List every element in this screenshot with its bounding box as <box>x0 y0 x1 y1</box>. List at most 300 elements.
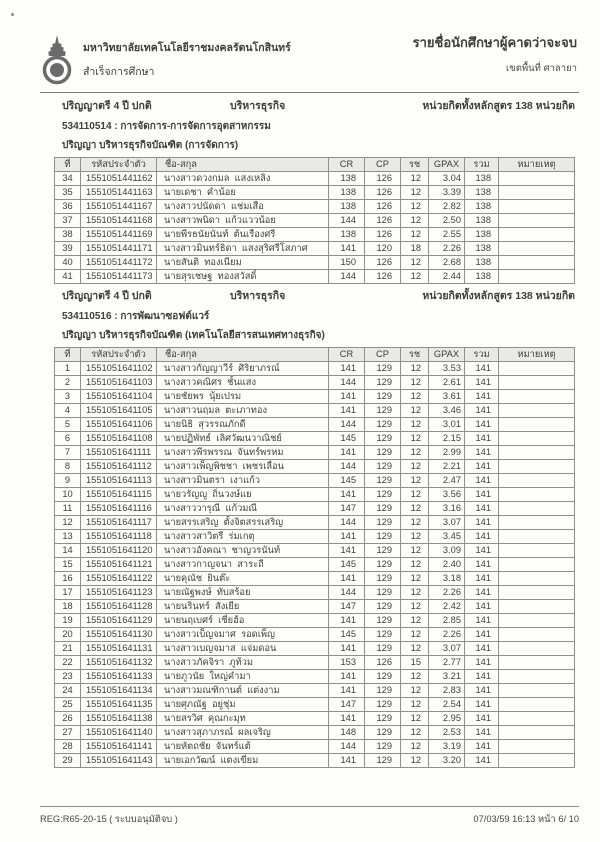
cell: 141 <box>465 642 499 656</box>
cell: 141 <box>465 684 499 698</box>
cell: 147 <box>329 502 365 516</box>
cell: 138 <box>465 256 499 270</box>
cell <box>499 488 575 502</box>
cell: 138 <box>465 242 499 256</box>
cell: 141 <box>465 614 499 628</box>
cell: 129 <box>365 600 401 614</box>
cell: 129 <box>365 418 401 432</box>
footer-datetime-page: 07/03/59 16:13 หน้า 6/ 10 <box>473 814 579 824</box>
cell: 1551051641113 <box>81 474 157 488</box>
cell: 2.82 <box>429 200 465 214</box>
cell: 12 <box>401 214 429 228</box>
column-header: ชื่อ-สกุล <box>157 158 329 172</box>
cell: 4 <box>55 404 81 418</box>
cell: นายสรวิศ คุณกะมุท <box>157 712 329 726</box>
cell: 12 <box>401 642 429 656</box>
cell: นางสาวมณฑิกานต์ แต่งงาม <box>157 684 329 698</box>
cell: 12 <box>401 446 429 460</box>
cell <box>499 600 575 614</box>
credits-label: หน่วยกิตทั้งหลักสูตร 138 หน่วยกิต <box>422 290 575 302</box>
cell: 138 <box>329 186 365 200</box>
cell: 129 <box>365 698 401 712</box>
report-title: รายชื่อนักศึกษาผู้คาดว่าจะจบ <box>412 35 577 50</box>
cell: 1551051441168 <box>81 214 157 228</box>
cell: นายคุณัช ยินต๊ะ <box>157 572 329 586</box>
cell: 141 <box>465 698 499 712</box>
cell: 18 <box>55 600 81 614</box>
cell: 126 <box>365 214 401 228</box>
cell: นางสาวภัคจิรา ภูท้วม <box>157 656 329 670</box>
cell: 16 <box>55 572 81 586</box>
cell: 129 <box>365 502 401 516</box>
cell: 6 <box>55 432 81 446</box>
cell <box>499 572 575 586</box>
university-name: มหาวิทยาลัยเทคโนโลยีราชมงคลรัตนโกสินทร์ <box>83 42 291 54</box>
cell: นางสาวกาญจนา สาระถี <box>157 558 329 572</box>
cell: 129 <box>365 572 401 586</box>
cell: 141 <box>329 754 365 768</box>
cell <box>499 228 575 242</box>
cell: 1 <box>55 362 81 376</box>
cell: 1551051641128 <box>81 600 157 614</box>
cell: 3.39 <box>429 186 465 200</box>
cell: 1551051641130 <box>81 628 157 642</box>
table-row <box>55 726 575 740</box>
cell <box>499 270 575 284</box>
cell: นางสาวเบ็ญจมาศ รอดเพ็ญ <box>157 628 329 642</box>
cell: 120 <box>365 242 401 256</box>
cell: นายสุรเชษฐ ทองสวัสดิ์ <box>157 270 329 284</box>
cell: 141 <box>465 474 499 488</box>
table-row <box>55 172 575 186</box>
cell: 129 <box>365 516 401 530</box>
cell: 12 <box>401 754 429 768</box>
cell: 3.07 <box>429 516 465 530</box>
cell: 2.83 <box>429 684 465 698</box>
cell: 141 <box>465 558 499 572</box>
degree-name-label: ปริญญา บริหารธุรกิจบัณฑิต (เทคโนโลยีสารสนเทศทางธุรกิจ) <box>62 330 325 341</box>
column-header: รหัสประจำตัว <box>81 158 157 172</box>
cell: 141 <box>329 446 365 460</box>
cell: 129 <box>365 628 401 642</box>
cell: 3.07 <box>429 642 465 656</box>
table-header-row <box>55 158 575 172</box>
cell <box>499 684 575 698</box>
cell: นางสาวนฤมล ตะเภาทอง <box>157 404 329 418</box>
table-row <box>55 586 575 600</box>
cell: 138 <box>465 172 499 186</box>
cell: 3.01 <box>429 418 465 432</box>
cell <box>499 628 575 642</box>
cell: 3.09 <box>429 544 465 558</box>
cell: 129 <box>365 712 401 726</box>
cell: 141 <box>329 642 365 656</box>
cell: 37 <box>55 214 81 228</box>
cell: 141 <box>465 362 499 376</box>
cell: นางสาววารุณี แก้วมณี <box>157 502 329 516</box>
column-header: CR <box>329 348 365 362</box>
cell: 13 <box>55 530 81 544</box>
cell: 138 <box>465 200 499 214</box>
program-code-label: 534110514 : การจัดการ-การจัดการอุตสาหกรรม <box>62 121 271 132</box>
cell: 3.45 <box>429 530 465 544</box>
column-header: CP <box>365 158 401 172</box>
cell: นายหัตถชัย จันทร์แต้ <box>157 740 329 754</box>
cell: 12 <box>401 488 429 502</box>
cell: 7 <box>55 446 81 460</box>
cell <box>499 214 575 228</box>
cell: 3.19 <box>429 740 465 754</box>
cell: นางสาวพนิดา แก้วแววน้อย <box>157 214 329 228</box>
table-row <box>55 628 575 642</box>
cell: 12 <box>401 474 429 488</box>
table-row <box>55 516 575 530</box>
cell: 141 <box>329 684 365 698</box>
campus-label: เขตพื้นที่ ศาลายา <box>506 63 577 74</box>
cell: นายเดชา คำน้อย <box>157 186 329 200</box>
cell: 138 <box>465 270 499 284</box>
cell: 3.56 <box>429 488 465 502</box>
table-row <box>55 418 575 432</box>
cell: 126 <box>365 656 401 670</box>
cell <box>499 530 575 544</box>
cell: 35 <box>55 186 81 200</box>
cell <box>499 172 575 186</box>
cell: 144 <box>329 376 365 390</box>
column-header: รช <box>401 158 429 172</box>
cell: 1551051441169 <box>81 228 157 242</box>
cell: 12 <box>401 186 429 200</box>
credits-label: หน่วยกิตทั้งหลักสูตร 138 หน่วยกิต <box>422 100 575 112</box>
cell <box>499 544 575 558</box>
cell: นายนรินทร์ สังเยีย <box>157 600 329 614</box>
cell: 1551051641104 <box>81 390 157 404</box>
cell: 126 <box>365 228 401 242</box>
cell: 12 <box>401 572 429 586</box>
table-row <box>55 656 575 670</box>
cell: นางสาวกัญญาวีร์ ศิริยาภรณ์ <box>157 362 329 376</box>
table-row <box>55 600 575 614</box>
cell: 2.77 <box>429 656 465 670</box>
table-row <box>55 200 575 214</box>
cell <box>499 362 575 376</box>
header-divider <box>40 92 579 93</box>
cell: 141 <box>465 404 499 418</box>
footer-report-code: REG:R65-20-15 ( ระบบอนุมัติจบ ) <box>40 814 178 824</box>
cell: 129 <box>365 558 401 572</box>
cell: 1551051641134 <box>81 684 157 698</box>
cell: 2.55 <box>429 228 465 242</box>
cell: 10 <box>55 488 81 502</box>
cell: 141 <box>329 242 365 256</box>
column-header: GPAX <box>429 158 465 172</box>
cell: 1551051641138 <box>81 712 157 726</box>
cell: 2.61 <box>429 376 465 390</box>
cell: 150 <box>329 256 365 270</box>
cell: 38 <box>55 228 81 242</box>
column-header: ที่ <box>55 348 81 362</box>
cell <box>499 390 575 404</box>
cell: นายปฏิพัทธ์ เลิศวัฒนวาณิชย์ <box>157 432 329 446</box>
cell: 153 <box>329 656 365 670</box>
cell: นายสันติ ทองเนียม <box>157 256 329 270</box>
cell: 129 <box>365 376 401 390</box>
cell: 2.99 <box>429 446 465 460</box>
cell: 12 <box>401 418 429 432</box>
degree-level-label: ปริญญาตรี 4 ปี ปกติ <box>62 100 152 112</box>
column-header: CP <box>365 348 401 362</box>
header-left <box>42 33 291 90</box>
table-row <box>55 698 575 712</box>
cell <box>499 502 575 516</box>
cell: 1551051641122 <box>81 572 157 586</box>
column-header: หมายเหตุ <box>499 158 575 172</box>
cell: 1551051641140 <box>81 726 157 740</box>
table-row <box>55 712 575 726</box>
cell: 129 <box>365 362 401 376</box>
degree-name-label: ปริญญา บริหารธุรกิจบัณฑิต (การจัดการ) <box>62 140 239 151</box>
cell: 1551051641120 <box>81 544 157 558</box>
page-footer <box>40 806 579 827</box>
cell: 15 <box>401 656 429 670</box>
cell: 39 <box>55 242 81 256</box>
cell <box>499 740 575 754</box>
students-table <box>54 347 575 768</box>
cell: 12 <box>401 628 429 642</box>
program-section <box>54 290 575 768</box>
cell: 1551051641123 <box>81 586 157 600</box>
cell: 138 <box>465 214 499 228</box>
table-row <box>55 214 575 228</box>
cell: 141 <box>329 530 365 544</box>
cell: 129 <box>365 404 401 418</box>
column-header: รวม <box>465 158 499 172</box>
cell: 129 <box>365 432 401 446</box>
cell: นายชัยพร นุ้ยเปรม <box>157 390 329 404</box>
cell: 126 <box>365 186 401 200</box>
cell: 129 <box>365 614 401 628</box>
cell: นายเอกวัฒน์ แตงเขี่ยม <box>157 754 329 768</box>
column-header: GPAX <box>429 348 465 362</box>
cell: 19 <box>55 614 81 628</box>
cell: 126 <box>365 256 401 270</box>
cell <box>499 516 575 530</box>
cell: 126 <box>365 172 401 186</box>
cell: 141 <box>465 670 499 684</box>
table-row <box>55 670 575 684</box>
cell: 129 <box>365 544 401 558</box>
cell: 1551051441162 <box>81 172 157 186</box>
cell: 141 <box>465 740 499 754</box>
column-header: หมายเหตุ <box>499 348 575 362</box>
cell: 129 <box>365 390 401 404</box>
cell: นายวรัญญู ถิ่นวงษ์แย <box>157 488 329 502</box>
cell: 20 <box>55 628 81 642</box>
cell: 36 <box>55 200 81 214</box>
cell: 12 <box>401 726 429 740</box>
section-header-line <box>54 100 575 113</box>
cell: นายณัฐพงษ์ ทับสร้อย <box>157 586 329 600</box>
cell: 12 <box>401 544 429 558</box>
cell: 2.68 <box>429 256 465 270</box>
cell: 129 <box>365 642 401 656</box>
cell: 144 <box>329 270 365 284</box>
program-section <box>54 100 575 284</box>
cell: 1551051641115 <box>81 488 157 502</box>
cell: นายภูวนัย ใหญ่คำมา <box>157 670 329 684</box>
cell: 12 <box>401 200 429 214</box>
cell: 25 <box>55 698 81 712</box>
table-body <box>55 172 575 284</box>
table-row <box>55 544 575 558</box>
cell: 129 <box>365 754 401 768</box>
cell: 147 <box>329 600 365 614</box>
cell: 1551051441171 <box>81 242 157 256</box>
column-header: CR <box>329 158 365 172</box>
cell: 12 <box>401 172 429 186</box>
cell: 141 <box>329 544 365 558</box>
table-row <box>55 186 575 200</box>
section-header-line <box>54 290 575 303</box>
cell: 141 <box>329 670 365 684</box>
cell: 145 <box>329 432 365 446</box>
sections-container <box>54 98 575 768</box>
degree-level-label: ปริญญาตรี 4 ปี ปกติ <box>62 290 152 302</box>
cell: นางสาวสาวิตรี ร่มเกตุ <box>157 530 329 544</box>
cell: 129 <box>365 684 401 698</box>
cell: 129 <box>365 460 401 474</box>
cell: 12 <box>401 586 429 600</box>
cell: 2.53 <box>429 726 465 740</box>
cell <box>499 460 575 474</box>
cell: 2.95 <box>429 712 465 726</box>
cell: 141 <box>465 460 499 474</box>
cell: 126 <box>365 270 401 284</box>
cell <box>499 256 575 270</box>
cell: 3.20 <box>429 754 465 768</box>
cell: 145 <box>329 628 365 642</box>
cell: นายศุภณัฐ อยู่ชุ่ม <box>157 698 329 712</box>
cell: 40 <box>55 256 81 270</box>
table-header-row <box>55 348 575 362</box>
table-row <box>55 474 575 488</box>
cell: 12 <box>401 270 429 284</box>
column-header: ที่ <box>55 158 81 172</box>
table-row <box>55 502 575 516</box>
table-row <box>55 432 575 446</box>
cell: 138 <box>329 172 365 186</box>
cell: 2.85 <box>429 614 465 628</box>
cell: 1551051641117 <box>81 516 157 530</box>
cell: 17 <box>55 586 81 600</box>
cell: 129 <box>365 446 401 460</box>
cell <box>499 404 575 418</box>
cell: 5 <box>55 418 81 432</box>
cell: 12 <box>401 362 429 376</box>
cell: 15 <box>55 558 81 572</box>
cell: 1551051641132 <box>81 656 157 670</box>
cell: นางสาวอังคณา ชาญวรนันท์ <box>157 544 329 558</box>
cell: 141 <box>465 376 499 390</box>
cell: 141 <box>329 614 365 628</box>
cell: 3.61 <box>429 390 465 404</box>
cell: 141 <box>465 586 499 600</box>
cell <box>499 712 575 726</box>
cell: นางสาวมินทร์ธิดา แสงสุริศรีโสภาศ <box>157 242 329 256</box>
cell: 144 <box>329 214 365 228</box>
cell: 11 <box>55 502 81 516</box>
cell: 3.04 <box>429 172 465 186</box>
cell: 129 <box>365 530 401 544</box>
cell: 144 <box>329 740 365 754</box>
cell: 1551051641133 <box>81 670 157 684</box>
cell: 12 <box>401 228 429 242</box>
cell: 1551051641141 <box>81 740 157 754</box>
table-row <box>55 642 575 656</box>
cell: 1551051641131 <box>81 642 157 656</box>
cell: นายนิธิ สุวรรณภักดี <box>157 418 329 432</box>
cell: 138 <box>329 200 365 214</box>
cell <box>499 376 575 390</box>
cell: 1551051441167 <box>81 200 157 214</box>
cell: 26 <box>55 712 81 726</box>
cell: 1551051641112 <box>81 460 157 474</box>
cell: 1551051441173 <box>81 270 157 284</box>
header-text <box>83 33 291 90</box>
table-row <box>55 572 575 586</box>
cell: 3.16 <box>429 502 465 516</box>
cell: 27 <box>55 726 81 740</box>
cell: 141 <box>465 516 499 530</box>
table-row <box>55 242 575 256</box>
cell: 12 <box>401 670 429 684</box>
cell <box>499 726 575 740</box>
cell: 141 <box>465 656 499 670</box>
cell: นายนฤเบศร์ เซี่ยฮ้อ <box>157 614 329 628</box>
cell: 18 <box>401 242 429 256</box>
cell: 8 <box>55 460 81 474</box>
cell <box>499 474 575 488</box>
table-row <box>55 446 575 460</box>
cell: 144 <box>329 418 365 432</box>
cell: 129 <box>365 670 401 684</box>
cell: 12 <box>401 712 429 726</box>
cell: 21 <box>55 642 81 656</box>
column-header: รหัสประจำตัว <box>81 348 157 362</box>
cell <box>499 614 575 628</box>
table-row <box>55 228 575 242</box>
cell: 12 <box>55 516 81 530</box>
cell: นางสาวปนัดดา แช่มเสือ <box>157 200 329 214</box>
cell: นายสรรเสริญ ตั้งจิตสรรเสริญ <box>157 516 329 530</box>
cell: 3.46 <box>429 404 465 418</box>
cell: นางสาวเบญจมาส แจ่มดอน <box>157 642 329 656</box>
table-row <box>55 754 575 768</box>
cell <box>499 698 575 712</box>
cell: 1551051441172 <box>81 256 157 270</box>
cell: 3 <box>55 390 81 404</box>
cell: 144 <box>329 586 365 600</box>
cell <box>499 642 575 656</box>
cell: นางสาวพีรพรรณ จันทร์พรหม <box>157 446 329 460</box>
cell <box>499 558 575 572</box>
table-row <box>55 256 575 270</box>
column-header: รวม <box>465 348 499 362</box>
cell: 145 <box>329 558 365 572</box>
cell: 2.26 <box>429 628 465 642</box>
cell: 144 <box>329 460 365 474</box>
cell: 1551051641135 <box>81 698 157 712</box>
